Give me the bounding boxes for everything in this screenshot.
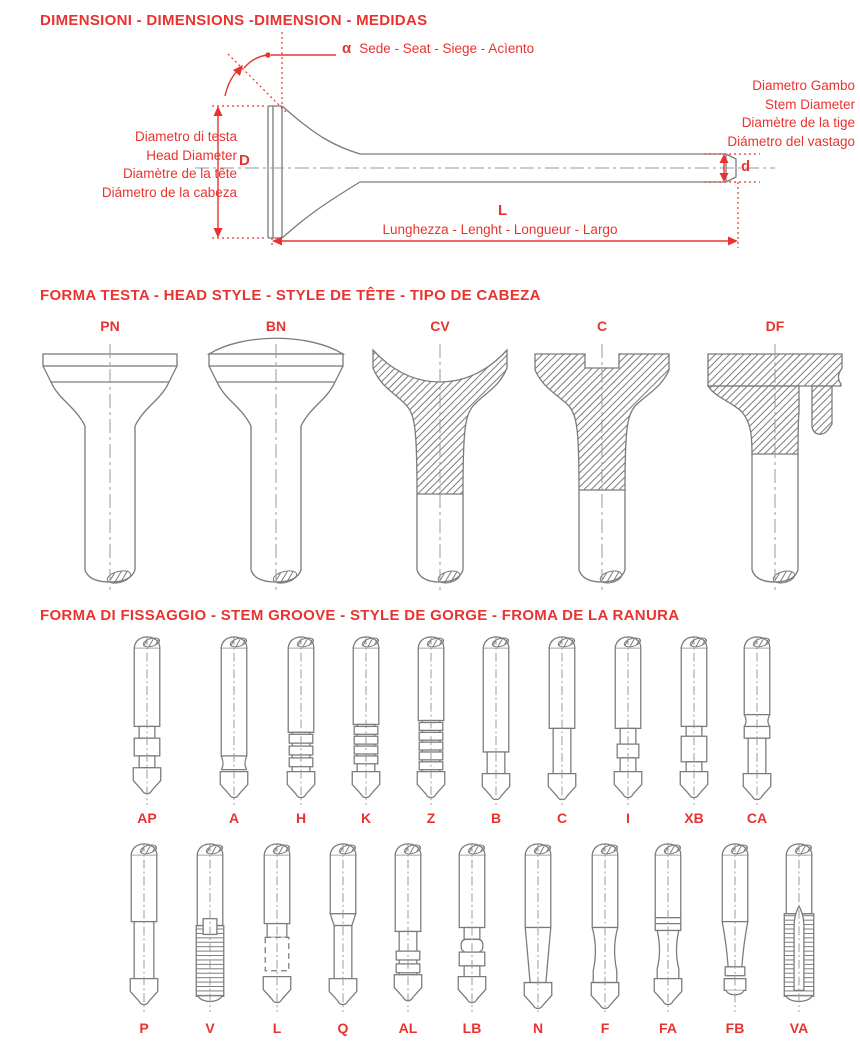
stem-groove-figure-va: [771, 843, 827, 1015]
seat-angle-label: [342, 40, 534, 57]
stem-groove-label-c: C: [556, 810, 568, 826]
head-style-label-df: DF: [765, 318, 785, 334]
head-style-label-cv: CV: [430, 318, 450, 334]
stem-groove-figure-h: [273, 636, 329, 808]
stem-groove-label-ca: CA: [746, 810, 768, 826]
stem-groove-figure-fb: [707, 843, 763, 1015]
stem-groove-label-a: A: [228, 810, 240, 826]
seat-text: Sede - Seat - Siege - Acìento: [359, 41, 535, 56]
stem-groove-figure-b: [468, 636, 524, 808]
stem-groove-figure-ca: [729, 636, 785, 808]
stem-groove-figure-n: [510, 843, 566, 1015]
stem-groove-label-al: AL: [398, 1020, 418, 1036]
stem-groove-label-ap: AP: [137, 810, 157, 826]
stem-groove-figure-k: [338, 636, 394, 808]
stem-groove-figure-al: [380, 843, 436, 1015]
head-style-label-pn: PN: [100, 318, 120, 334]
head-style-figure-cv: [365, 338, 515, 596]
stem-groove-label-b: B: [490, 810, 502, 826]
section-title-dimensions: DIMENSIONI - DIMENSIONS -DIMENSION - MEDIDAS: [40, 12, 428, 29]
stem-diameter-symbol: d: [741, 158, 751, 175]
stem-groove-figure-c: [534, 636, 590, 808]
head-style-figure-pn: [35, 338, 185, 596]
section-title-stem-groove: FORMA DI FISSAGGIO - STEM GROOVE - STYLE DE GORGE - FROMA DE LA RANURA: [40, 607, 680, 624]
head-style-label-bn: BN: [265, 318, 287, 334]
stem-groove-label-q: Q: [337, 1020, 349, 1036]
stem-groove-figure-a: [206, 636, 262, 808]
head-style-figure-bn: [201, 338, 351, 596]
stem-groove-label-n: N: [532, 1020, 544, 1036]
stem-groove-label-fb: FB: [725, 1020, 745, 1036]
stem-diameter-label: Diametro Gambo Stem Diameter Diamètre de la tige Diámetro del vastago: [727, 78, 855, 149]
stem-groove-label-l: L: [272, 1020, 282, 1036]
stem-groove-figure-q: [315, 843, 371, 1015]
stem-groove-figure-v: [182, 843, 238, 1015]
head-style-figure-df: [700, 338, 850, 596]
stem-groove-figure-fa: [640, 843, 696, 1015]
stem-groove-label-v: V: [205, 1020, 215, 1036]
stem-groove-label-z: Z: [426, 810, 436, 826]
stem-groove-figure-f: [577, 843, 633, 1015]
head-diameter-symbol: D: [239, 152, 250, 169]
stem-groove-label-h: H: [295, 810, 307, 826]
stem-groove-label-lb: LB: [462, 1020, 482, 1036]
length-label: Lunghezza - Lenght - Longueur - Largo: [382, 222, 618, 237]
stem-groove-label-va: VA: [789, 1020, 809, 1036]
length-symbol: L: [498, 202, 508, 219]
stem-groove-figure-lb: [444, 843, 500, 1015]
stem-groove-figure-l: [249, 843, 305, 1015]
stem-groove-figure-ap: [119, 636, 175, 808]
stem-groove-label-xb: XB: [684, 810, 704, 826]
stem-groove-label-fa: FA: [659, 1020, 677, 1036]
head-diameter-label: Diametro di testa Head Diameter Diamètre de la tête Diámetro de la cabeza: [101, 129, 237, 200]
stem-groove-label-k: K: [360, 810, 372, 826]
alpha-symbol: α: [342, 40, 352, 57]
stem-groove-label-i: I: [626, 810, 630, 826]
stem-groove-label-p: P: [139, 1020, 149, 1036]
stem-groove-label-f: F: [600, 1020, 610, 1036]
stem-groove-figure-xb: [666, 636, 722, 808]
head-style-label-c: C: [596, 318, 608, 334]
stem-groove-figure-z: [403, 636, 459, 808]
section-title-head-style: FORMA TESTA - HEAD STYLE - STYLE DE TÊTE - TIPO DE CABEZA: [40, 287, 541, 304]
stem-groove-figure-p: [116, 843, 172, 1015]
head-style-figure-c: [527, 338, 677, 596]
stem-groove-figure-i: [600, 636, 656, 808]
